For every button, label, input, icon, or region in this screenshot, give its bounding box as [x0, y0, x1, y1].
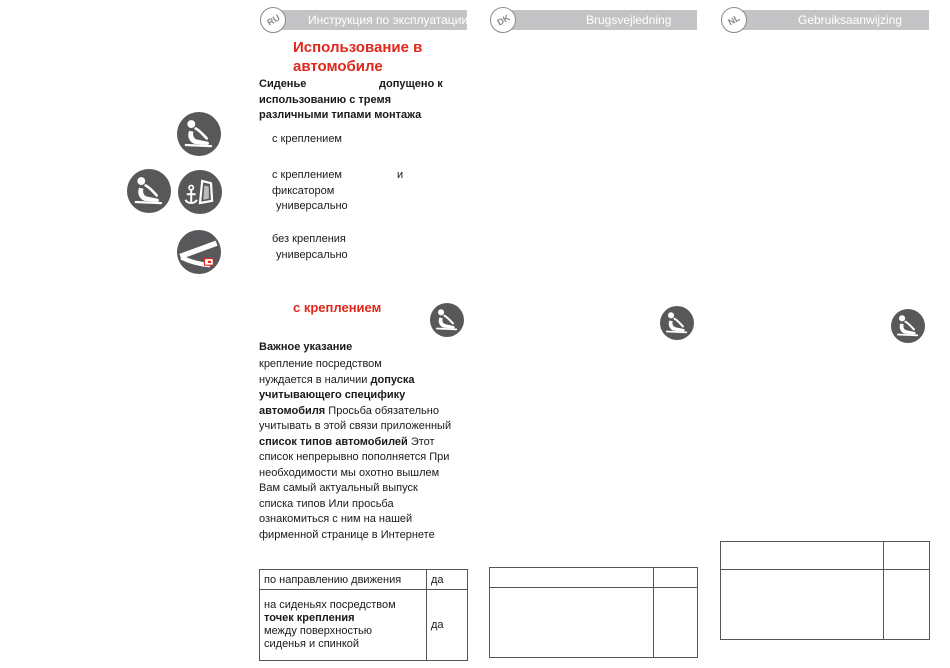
body-line: фирменной странице в Интернете	[259, 528, 435, 541]
mounting-option-3-line1: без крепления	[272, 233, 346, 245]
header-title-dk: Brugsvejledning	[586, 13, 672, 27]
section2-title: с креплением	[293, 300, 382, 315]
body-line: учитывать в этой связи приложенный	[259, 420, 452, 432]
table-row	[721, 570, 930, 640]
table-cell	[490, 568, 654, 588]
body-line: список типов автомобилей Этот	[259, 435, 435, 448]
body-line: списка типов Или просьба	[259, 497, 394, 510]
body-line: Вам самый актуальный выпуск	[259, 482, 418, 494]
mounting-option-2-line2: фиксатором	[272, 184, 335, 197]
seat-belt-icon	[177, 230, 221, 274]
spec-table-nl	[720, 541, 930, 640]
header-bar-dk	[490, 10, 697, 30]
intro-line2: использованию с тремя	[259, 93, 392, 106]
table-row	[721, 542, 930, 570]
spec-table-ru	[259, 569, 468, 661]
header-bar-ru	[260, 10, 467, 30]
header-title-ru: Инструкция по эксплуатации	[308, 13, 469, 27]
mounting-option-2-line3: универсально	[276, 200, 348, 212]
section-title: Использование в автомобиле	[293, 39, 423, 75]
mounting-option-3	[272, 232, 348, 263]
table-cell	[654, 588, 698, 658]
spec-table-dk	[489, 567, 698, 658]
body-line: нуждается в наличии допуска	[259, 373, 415, 386]
mounting-option-3-line2: универсально	[276, 248, 348, 261]
table-cell: на сиденьях посредством точек крепления между поверхностью сиденья и спинкой	[260, 590, 427, 661]
table-row	[260, 570, 468, 590]
mounting-option-1: с креплением	[272, 133, 342, 145]
table-cell	[884, 570, 930, 640]
anchor-seat-icon	[178, 170, 222, 214]
body-line: ознакомиться с ним на нашей	[259, 513, 413, 525]
intro-paragraph	[259, 77, 459, 124]
language-badge-ru: RU	[260, 7, 286, 33]
header-title-nl: Gebruiksaanwijzing	[798, 13, 903, 27]
child-seat-isofix-icon	[891, 309, 925, 343]
mounting-option-2-and: и	[397, 169, 404, 181]
intro-part1: Сиденье	[259, 78, 307, 90]
table-cell: да	[427, 590, 468, 661]
table-cell	[490, 588, 654, 658]
intro-line3: различными типами монтажа	[259, 109, 422, 121]
body-line: учитывающего специфику	[259, 389, 406, 401]
table-cell: да	[427, 570, 468, 590]
header-bar-nl	[721, 10, 929, 30]
table-row	[490, 568, 698, 588]
child-seat-isofix-icon	[430, 303, 464, 337]
table-cell	[721, 570, 884, 640]
important-body	[259, 357, 469, 543]
important-heading: Важное указание	[259, 341, 353, 353]
child-seat-isofix-icon	[660, 306, 694, 340]
table-cell	[721, 542, 884, 570]
mounting-option-2	[272, 168, 422, 215]
table-row	[490, 588, 698, 658]
body-line: автомобиля Просьба обязательно	[259, 404, 439, 417]
intro-part2: допущено к	[379, 78, 443, 90]
language-badge-nl: NL	[721, 7, 747, 33]
table-row	[260, 590, 468, 661]
body-line: необходимости мы охотно вышлем	[259, 466, 440, 479]
table-cell: по направлению движения	[260, 570, 427, 590]
child-seat-toplink-icon	[127, 169, 171, 213]
table-cell	[884, 542, 930, 570]
language-badge-dk: DK	[490, 7, 516, 33]
body-line: крепление посредством	[259, 358, 382, 370]
mounting-option-2-line1: с креплением	[272, 169, 342, 181]
table-cell	[654, 568, 698, 588]
child-seat-isofix-icon	[177, 112, 221, 156]
body-line: список непрерывно пополняется При	[259, 451, 450, 463]
